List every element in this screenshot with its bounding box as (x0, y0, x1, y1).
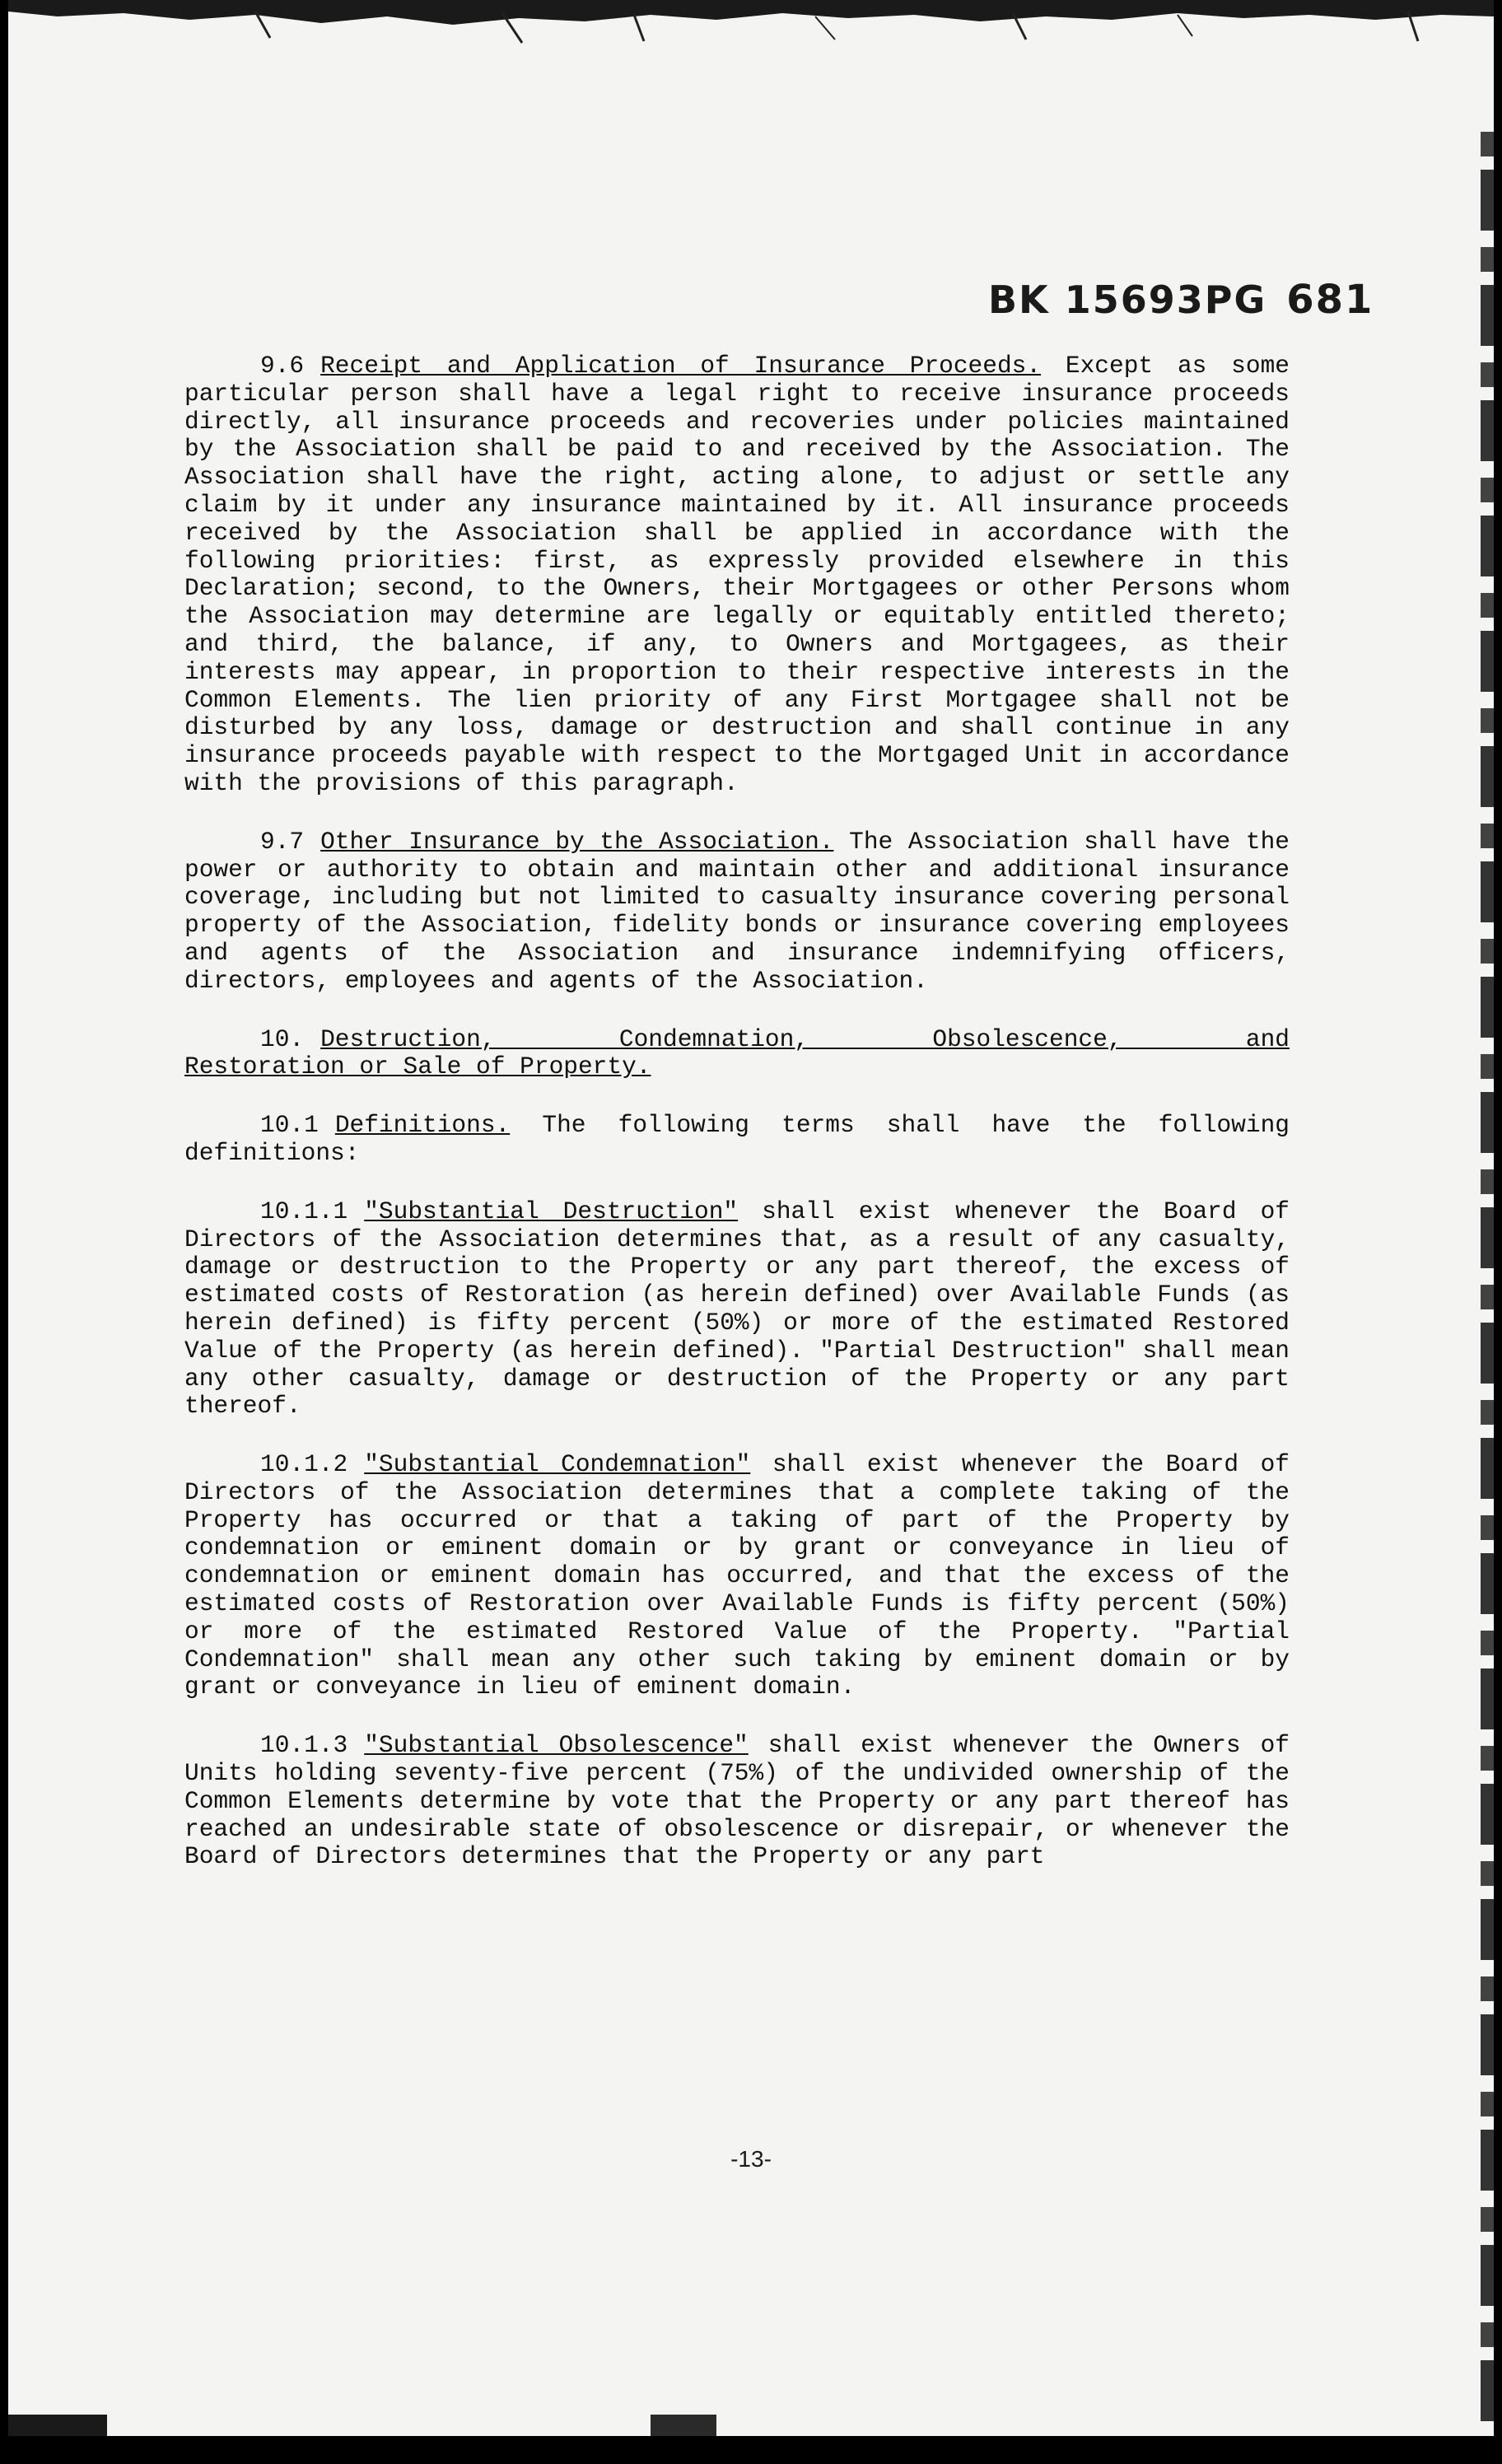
book-page-stamp: BK 15693PG (988, 278, 1267, 322)
section-number: 9.6 (260, 352, 305, 380)
scan-edge-bottom (8, 2415, 1494, 2436)
section-body: The Association shall have the power or authority to obtain and maintain other and additional insurance coverage, including but not limited to casualty insurance covering personal property of the Association, fidelity bonds or insurance covering employees and agents of the Association and insurance indemnifying officers, directors, employees and agents of the Association. (184, 827, 1290, 995)
page-number: -13- (730, 2146, 772, 2172)
document-body (184, 352, 1290, 1902)
section-body: shall exist whenever the Owners of Units holding seventy-five percent (75%) of the undivided ownership of the Common Elements determine by vote that the Property or any part thereof has reached an undesirable state of obsolescence or disrepair, or whenever the Board of Directors determines that the Property or any part (184, 1731, 1290, 1871)
recording-stamp (988, 277, 1374, 323)
section-10-1-3 (184, 1732, 1290, 1871)
section-body: shall exist whenever the Board of Directors of the Association determines that a complete taking of the Property has occurred or that a taking of part of the Property by condemnation or eminent domain or by grant or conveyance in lieu of condemnation or eminent domain has occurred, and that the excess of the estimated costs of Restoration over Available Funds is fifty percent (50%) or more of the estimated Restored Value of the Property. "Partial Condemnation" shall mean any other such taking by eminent domain or by grant or conveyance in lieu of eminent domain. (184, 1450, 1290, 1701)
section-10-heading (184, 1026, 1290, 1082)
section-9-6 (184, 352, 1290, 798)
section-heading: "Substantial Destruction" (364, 1197, 739, 1225)
section-body: Except as some particular person shall have a legal right to receive insurance proceeds directly, all insurance proceeds and recoveries under policies maintained by the Association shall be paid to and received by the Association. The Association shall have the right, acting alone, to adjust or settle any claim by it under any insurance maintained by it. All insurance proceeds received by the Association shall be applied in accordance with the following priorities: first, as expressly provided elsewhere in this Declaration; second, to the Owners, their Mortgagees or other Persons whom the Association may determine are legally or equitably entitled thereto; and third, the balance, if any, to Owners and Mortgagees, as their interests may appear, in proportion to their respective interests in the Common Elements. The lien priority of any First Mortgagee shall not be disturbed by any loss, damage or destruction and shall continue in any insurance proceeds payable with respect to the Mortgaged Unit in accordance with the provisions of this paragraph. (184, 352, 1290, 797)
section-10-1-1 (184, 1198, 1290, 1421)
scan-edge-right (1481, 132, 1494, 2436)
section-10-1-2 (184, 1451, 1290, 1701)
section-heading-line1: Destruction, Condemnation, Obsolescence, and (320, 1024, 1290, 1053)
section-heading: "Substantial Obsolescence" (364, 1731, 749, 1760)
scan-noise-top (8, 0, 1494, 58)
section-number: 10.1.2 (260, 1450, 348, 1479)
section-heading: Other Insurance by the Association. (320, 827, 834, 856)
section-body: shall exist whenever the Board of Directors of the Association determines that, as a result of any casualty, damage or destruction to the Property or any part thereof, the excess of estimated costs of Restoration (as herein defined) over Available Funds (as herein defined) is fifty percent (50%) or more of the estimated Restored Value of the Property (as herein defined). "Partial Destruction" shall mean any other casualty, damage or destruction of the Property or any part thereof. (184, 1197, 1290, 1421)
section-number: 10.1.1 (260, 1197, 348, 1225)
section-heading: Definitions. (334, 1111, 511, 1140)
section-10-1 (184, 1112, 1290, 1168)
section-number: 10.1.3 (260, 1731, 348, 1760)
section-body: The following terms shall have the following definitions: (184, 1111, 1290, 1167)
section-number: 9.7 (260, 827, 305, 856)
section-9-7 (184, 828, 1290, 996)
section-heading-line2: Restoration or Sale of Property. (184, 1052, 651, 1081)
section-number: 10.1 (260, 1111, 319, 1140)
stamp-page-number: 681 (1286, 277, 1374, 323)
document-page (8, 0, 1494, 2436)
section-heading: Receipt and Application of Insurance Proceeds. (320, 352, 1042, 380)
section-number: 10. (260, 1024, 305, 1053)
section-heading: "Substantial Condemnation" (364, 1450, 751, 1479)
